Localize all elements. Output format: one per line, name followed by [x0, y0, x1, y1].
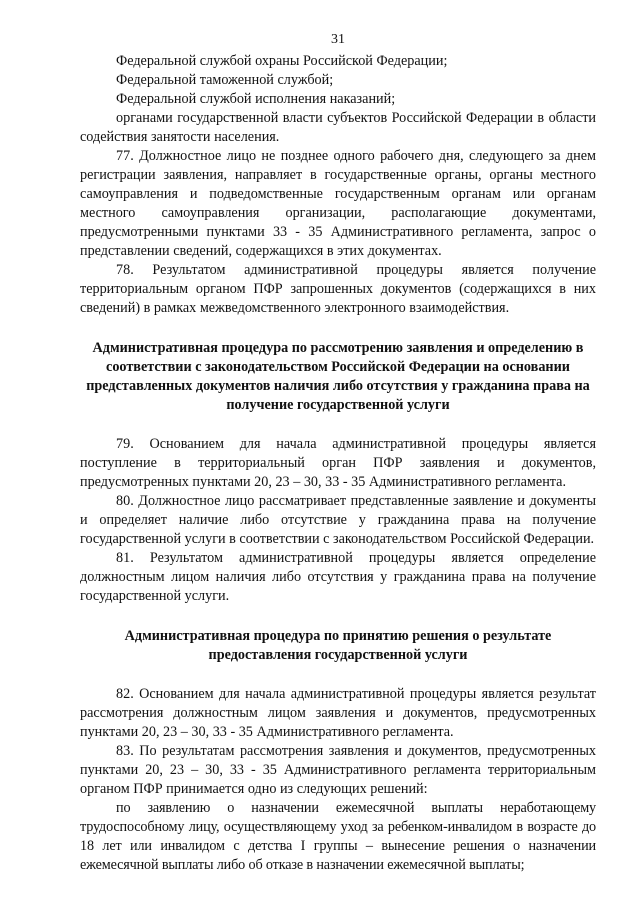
paragraph-78: 78. Результатом административной процедуры является получение территориальным органом ПФР запрошенных документов (содержащихся в них сведений) в рамках межведомственного электронного взаимодействия.: [80, 262, 596, 316]
section-heading-review: Административная процедура по рассмотрению заявления и определению в соответствии с законодательством Российской Федерации на основании представленных документов наличия либо отсутствия у гражданина права на получение государственной услуги: [86, 340, 590, 413]
spacer: [80, 318, 596, 339]
paragraph-81: 81. Результатом административной процедуры является определение должностным лицом наличия либо отсутствия у гражданина права на получение государственной услуги.: [80, 550, 596, 604]
paragraph-83: 83. По результатам рассмотрения заявления и документов, предусмотренных пунктами 20, 23 – 30, 33 - 35 Административного регламента территориальным органом ПФР принимается одно из следующих решений:: [80, 743, 596, 797]
intro-item: Федеральной таможенной службой;: [116, 72, 334, 88]
intro-item: Федеральной службой охраны Российской Федерации;: [116, 53, 448, 69]
paragraph-80: 80. Должностное лицо рассматривает представленные заявление и документы и определяет наличие либо отсутствие у гражданина права на получение государственной услуги в соответствии с законодательством Российской Федерации.: [80, 493, 596, 547]
decision-item: по заявлению о назначении ежемесячной выплаты неработающему трудоспособному лицу, осуществляющему уход за ребенком-инвалидом в возрасте до 18 лет или инвалидом с детства I группы – вынесение решения о назначении ежемесячной выплаты либо об отказе в назначении ежемесячной выплаты;: [80, 800, 596, 873]
section-heading-decision: Административная процедура по принятию решения о результате предоставления государственной услуги: [124, 628, 552, 663]
spacer: [80, 415, 596, 435]
document-page: [80, 30, 596, 875]
paragraph-82: 82. Основанием для начала административной процедуры является результат рассмотрения должностным лицом заявления и документов, предусмотренных пунктами 20, 23 – 30, 33 - 35 Административного регламента.: [80, 686, 596, 740]
spacer: [80, 665, 596, 685]
intro-item: органами государственной власти субъектов Российской Федерации в области содействия занятости населения.: [80, 110, 596, 145]
intro-item: Федеральной службой исполнения наказаний;: [116, 91, 396, 107]
paragraph-77: 77. Должностное лицо не позднее одного рабочего дня, следующего за днем регистрации заявления, направляет в государственные органы, органы местного самоуправления и подведомственные государственным органам или органам местного самоуправления организации, располагающие документами, предусмотренными пунктами 33 - 35 Административного регламента, запрос о представлении сведений, содержащихся в этих документах.: [80, 148, 596, 259]
spacer: [80, 606, 596, 627]
paragraph-79: 79. Основанием для начала административной процедуры является поступление в территориальный орган ПФР заявления и документов, предусмотренных пунктами 20, 23 – 30, 33 - 35 Административного регламента.: [80, 436, 596, 490]
page-number: 31: [331, 32, 345, 47]
